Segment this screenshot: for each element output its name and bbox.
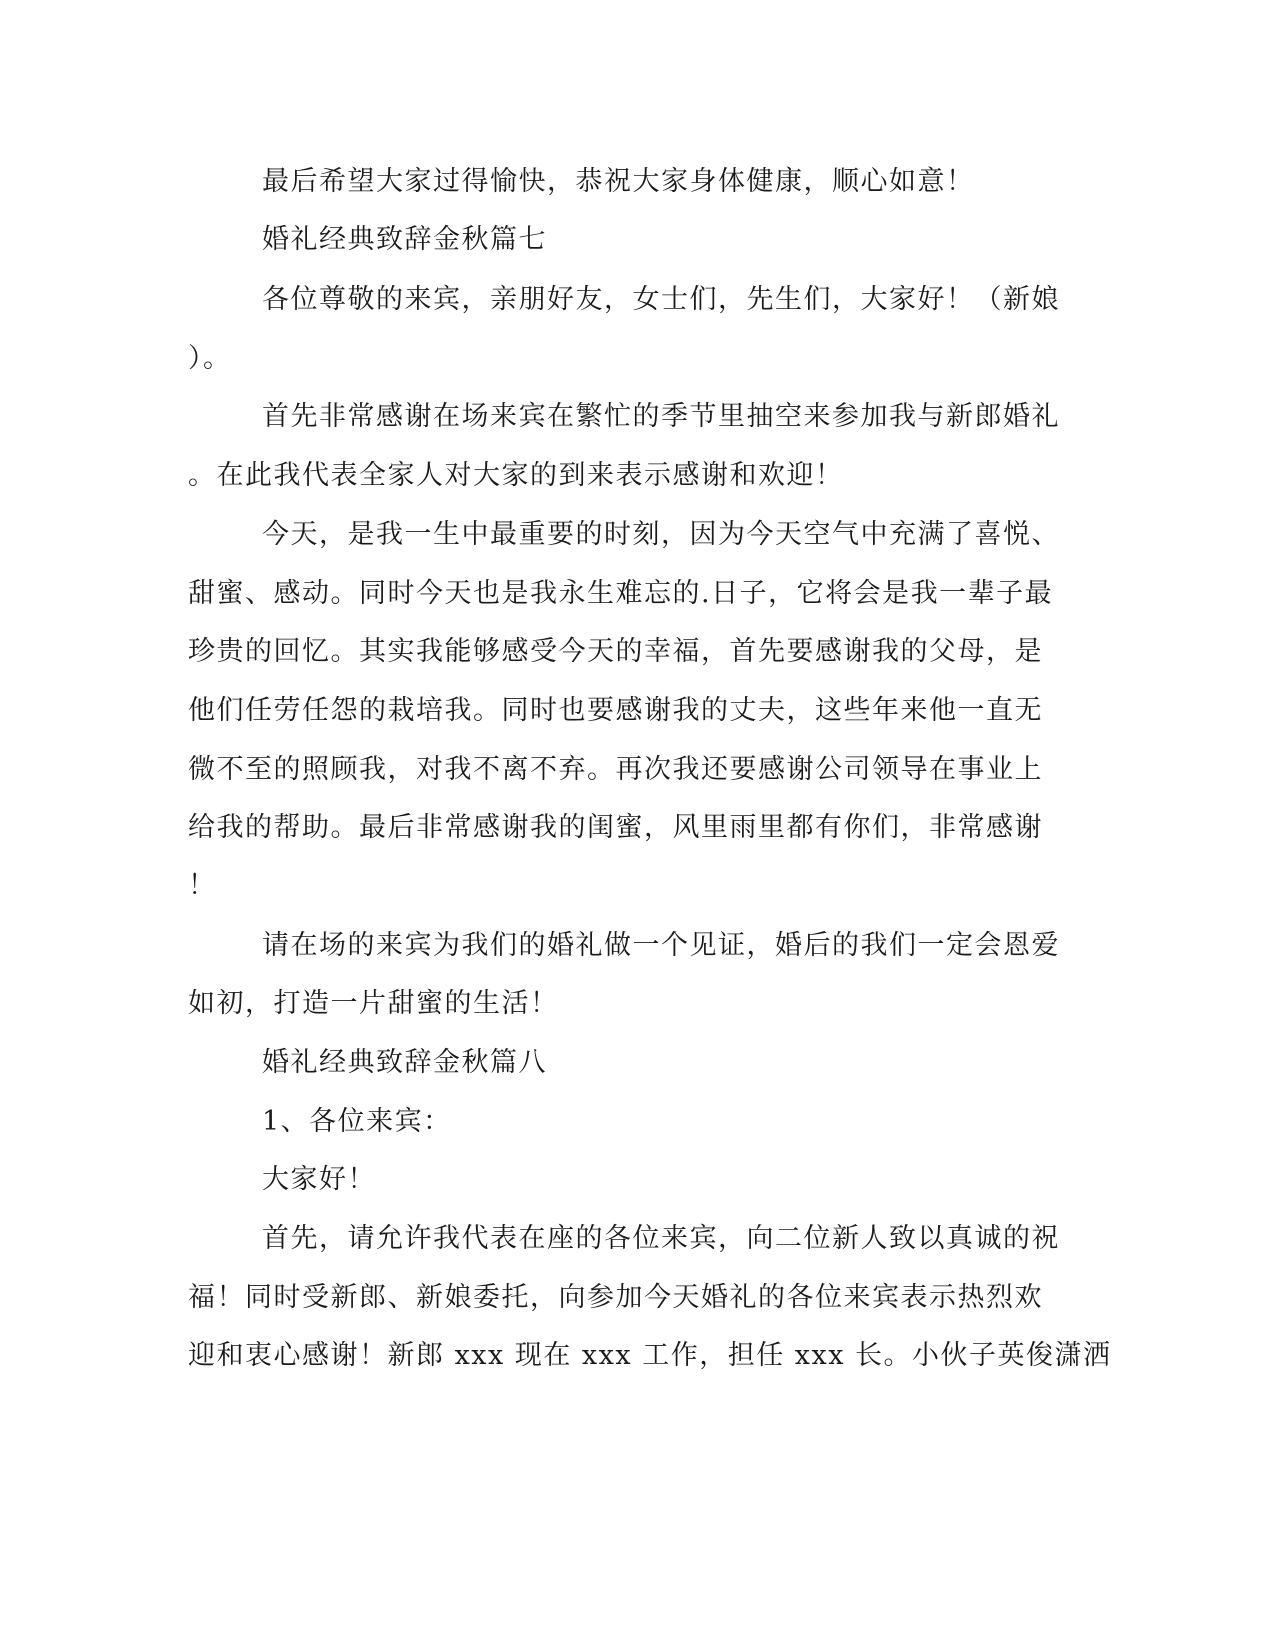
paragraph-line: 福！同时受新郎、新娘委托，向参加今天婚礼的各位来宾表示热烈欢 [188, 1282, 1043, 1313]
paragraph-line: 给我的帮助。最后非常感谢我的闺蜜，风里雨里都有你们，非常感谢 [188, 812, 1043, 843]
section-heading: 婚礼经典致辞金秋篇七 [262, 224, 547, 255]
paragraph-line: 。在此我代表全家人对大家的到来表示感谢和欢迎！ [188, 460, 844, 491]
paragraph-line: 最后希望大家过得愉快，恭祝大家身体健康，顺心如意！ [262, 166, 975, 197]
paragraph-line: 首先非常感谢在场来宾在繁忙的季节里抽空来参加我与新郎婚礼 [262, 401, 1060, 432]
paragraph-line: 迎和衷心感谢！新郎 xxx 现在 xxx 工作，担任 xxx 长。小伙子英俊潇洒 [188, 1340, 1112, 1371]
paragraph-line: ）。 [188, 343, 232, 374]
paragraph-line: 今天，是我一生中最重要的时刻，因为今天空气中充满了喜悦、 [262, 519, 1060, 550]
paragraph-line: 珍贵的回忆。其实我能够感受今天的幸福，首先要感谢我的父母，是 [188, 636, 1043, 667]
paragraph-line: 他们任劳任怨的栽培我。同时也要感谢我的丈夫，这些年来他一直无 [188, 695, 1043, 726]
paragraph-line: 如初，打造一片甜蜜的生活！ [188, 988, 559, 1019]
paragraph-line: 1、各位来宾： [262, 1106, 452, 1137]
paragraph-line: 甜蜜、感动。同时今天也是我永生难忘的.日子，它将会是我一辈子最 [188, 578, 1054, 609]
paragraph-line: 微不至的照顾我，对我不离不弃。再次我还要感谢公司领导在事业上 [188, 754, 1043, 785]
paragraph-line: 首先，请允许我代表在座的各位来宾，向二位新人致以真诚的祝 [262, 1223, 1060, 1254]
paragraph-line: 各位尊敬的来宾，亲朋好友，女士们，先生们，大家好！（新娘 [262, 284, 1060, 315]
section-heading: 婚礼经典致辞金秋篇八 [262, 1047, 547, 1078]
paragraph-line: 大家好！ [262, 1164, 376, 1195]
paragraph-line: 请在场的来宾为我们的婚礼做一个见证，婚后的我们一定会恩爱 [262, 930, 1060, 961]
paragraph-line: ！ [188, 870, 217, 901]
